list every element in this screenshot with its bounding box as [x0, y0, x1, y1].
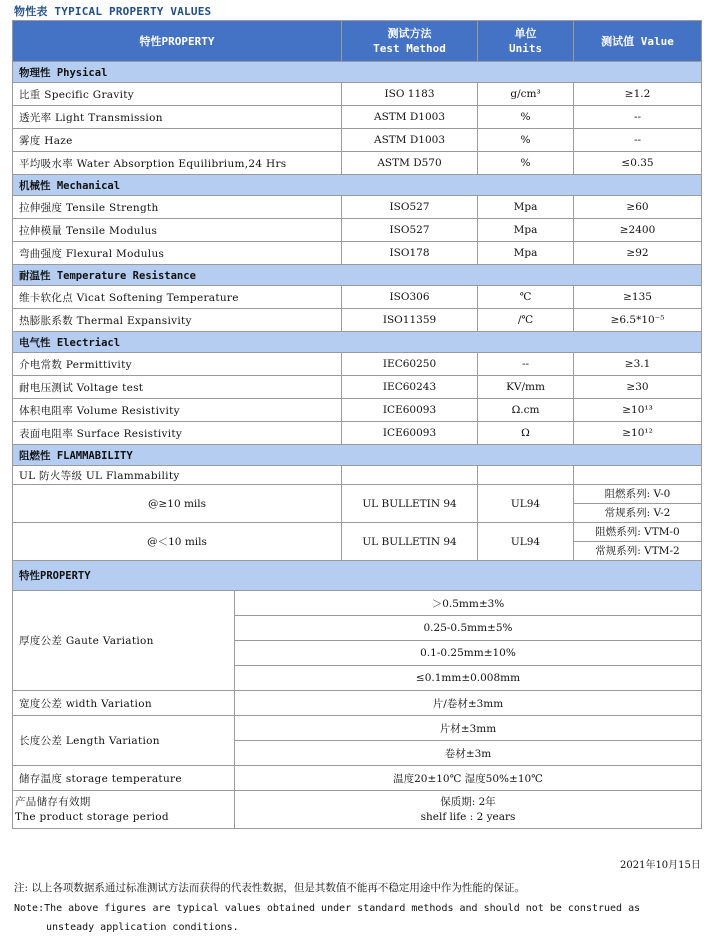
- row-value: ≥135: [574, 286, 702, 309]
- row-unit: --: [478, 353, 574, 376]
- length-value: 片材±3mm: [235, 716, 702, 741]
- section-physical: 物理性 Physical: [13, 62, 702, 83]
- header-property: 特性PROPERTY: [13, 21, 342, 62]
- table-row: [13, 523, 702, 561]
- section-flammability: 阻燃性 FLAMMABILITY: [13, 445, 702, 466]
- row-method: IEC60243: [342, 376, 478, 399]
- section-mechanical: 机械性 Mechanical: [13, 175, 702, 196]
- table-row: [13, 716, 702, 741]
- table-row: [13, 196, 702, 219]
- table-row: [13, 422, 702, 445]
- row-label: 拉伸强度 Tensile Strength: [13, 196, 342, 219]
- row-unit: %: [478, 152, 574, 175]
- thickness-label: 厚度公差 Gaute Variation: [13, 591, 235, 691]
- thickness-value: ＞0.5mm±3%: [235, 591, 702, 616]
- table-row: [13, 766, 702, 791]
- table-row: [13, 106, 702, 129]
- table-row: [13, 353, 702, 376]
- section-electrical: 电气性 Electriacl: [13, 332, 702, 353]
- row-unit: Mpa: [478, 219, 574, 242]
- row-label: 表面电阻率 Surface Resistivity: [13, 422, 342, 445]
- row-method: ICE60093: [342, 399, 478, 422]
- row-unit: ℃: [478, 286, 574, 309]
- table-row: [13, 376, 702, 399]
- row-value: 阻燃系列: VTM-0 常规系列: VTM-2: [574, 523, 702, 561]
- table-row: [13, 466, 702, 485]
- row-unit: %: [478, 129, 574, 152]
- row-method: ASTM D570: [342, 152, 478, 175]
- document-date: 2021年10月15日: [620, 860, 701, 871]
- header-units: 单位 Units: [478, 21, 574, 62]
- row-unit: Ω.cm: [478, 399, 574, 422]
- table-row: [13, 309, 702, 332]
- table-row: [13, 83, 702, 106]
- row-method: ISO 1183: [342, 83, 478, 106]
- note-english-line2: unsteady application conditions.: [46, 922, 239, 933]
- row-unit: UL94: [478, 523, 574, 561]
- section-temperature-resistance: 耐温性 Temperature Resistance: [13, 265, 702, 286]
- row-label: 弯曲强度 Flexural Modulus: [13, 242, 342, 265]
- row-method: UL BULLETIN 94: [342, 523, 478, 561]
- row-label: 体积电阻率 Volume Resistivity: [13, 399, 342, 422]
- row-label: 维卡软化点 Vicat Softening Temperature: [13, 286, 342, 309]
- storage-period-value: 保质期: 2年 shelf life : 2 years: [235, 791, 702, 829]
- row-method: ISO11359: [342, 309, 478, 332]
- row-value: ≥60: [574, 196, 702, 219]
- table-row: [13, 399, 702, 422]
- row-method: ASTM D1003: [342, 129, 478, 152]
- row-label: 平均吸水率 Water Absorption Equilibrium,24 Hrs: [13, 152, 342, 175]
- table-row: [13, 286, 702, 309]
- width-value: 片/卷材±3mm: [235, 691, 702, 716]
- table-row: [13, 219, 702, 242]
- table-row: [13, 129, 702, 152]
- row-label: 耐电压测试 Voltage test: [13, 376, 342, 399]
- row-method: ISO527: [342, 219, 478, 242]
- property-table: [12, 20, 702, 829]
- thickness-value: ≤0.1mm±0.008mm: [235, 666, 702, 691]
- storage-period-label: 产品储存有效期 The product storage period: [13, 791, 235, 829]
- row-value: 阻燃系列: V-0 常规系列: V-2: [574, 485, 702, 523]
- storage-value: 温度20±10℃ 湿度50%±10℃: [235, 766, 702, 791]
- row-method: IEC60250: [342, 353, 478, 376]
- row-unit: KV/mm: [478, 376, 574, 399]
- row-value: ≥10¹²: [574, 422, 702, 445]
- note-chinese: 注: 以上各项数据系通过标准测试方法而获得的代表性数据，但是其数值不能再不稳定用途中作为性能的保证。: [14, 882, 525, 894]
- flammability-label: UL 防火等级 UL Flammability: [13, 466, 342, 485]
- row-label: 比重 Specific Gravity: [13, 83, 342, 106]
- row-unit: Ω: [478, 422, 574, 445]
- length-value: 卷材±3m: [235, 741, 702, 766]
- row-unit: UL94: [478, 485, 574, 523]
- row-label: 拉伸模量 Tensile Modulus: [13, 219, 342, 242]
- row-value: --: [574, 129, 702, 152]
- table-row: [13, 691, 702, 716]
- table-row: [13, 152, 702, 175]
- row-method: ISO306: [342, 286, 478, 309]
- row-value: ≥6.5*10⁻⁵: [574, 309, 702, 332]
- row-value: ≥1.2: [574, 83, 702, 106]
- thickness-value: 0.25-0.5mm±5%: [235, 616, 702, 641]
- row-value: ≥30: [574, 376, 702, 399]
- row-unit: Mpa: [478, 242, 574, 265]
- row-label: 介电常数 Permittivity: [13, 353, 342, 376]
- row-method: ISO527: [342, 196, 478, 219]
- table-row: [13, 791, 702, 829]
- row-method: ICE60093: [342, 422, 478, 445]
- row-value: ≥3.1: [574, 353, 702, 376]
- row-method: ISO178: [342, 242, 478, 265]
- row-value: ≤0.35: [574, 152, 702, 175]
- note-english-line1: Note:The above figures are typical values obtained under standard methods and should not be construed as: [14, 903, 641, 914]
- row-method: ASTM D1003: [342, 106, 478, 129]
- row-label: 热膨胀系数 Thermal Expansivity: [13, 309, 342, 332]
- table-row: [13, 485, 702, 523]
- table-header: [13, 21, 702, 62]
- row-unit: Mpa: [478, 196, 574, 219]
- row-value: ≥10¹³: [574, 399, 702, 422]
- row-method: UL BULLETIN 94: [342, 485, 478, 523]
- header-test-method: 测试方法 Test Method: [342, 21, 478, 62]
- table-row: [13, 591, 702, 616]
- header-value: 测试值 Value: [574, 21, 702, 62]
- document-title: 物性表 TYPICAL PROPERTY VALUES: [14, 5, 212, 18]
- row-value: --: [574, 106, 702, 129]
- row-value: ≥92: [574, 242, 702, 265]
- section-property: 特性PROPERTY: [13, 561, 702, 591]
- row-label: 雾度 Haze: [13, 129, 342, 152]
- row-unit: /℃: [478, 309, 574, 332]
- row-unit: g/cm³: [478, 83, 574, 106]
- row-label: @≥10 mils: [13, 485, 342, 523]
- row-value: ≥2400: [574, 219, 702, 242]
- width-label: 宽度公差 width Variation: [13, 691, 235, 716]
- thickness-value: 0.1-0.25mm±10%: [235, 641, 702, 666]
- table-row: [13, 242, 702, 265]
- storage-label: 储存温度 storage temperature: [13, 766, 235, 791]
- row-label: 透光率 Light Transmission: [13, 106, 342, 129]
- row-unit: %: [478, 106, 574, 129]
- length-label: 长度公差 Length Variation: [13, 716, 235, 766]
- row-label: @＜10 mils: [13, 523, 342, 561]
